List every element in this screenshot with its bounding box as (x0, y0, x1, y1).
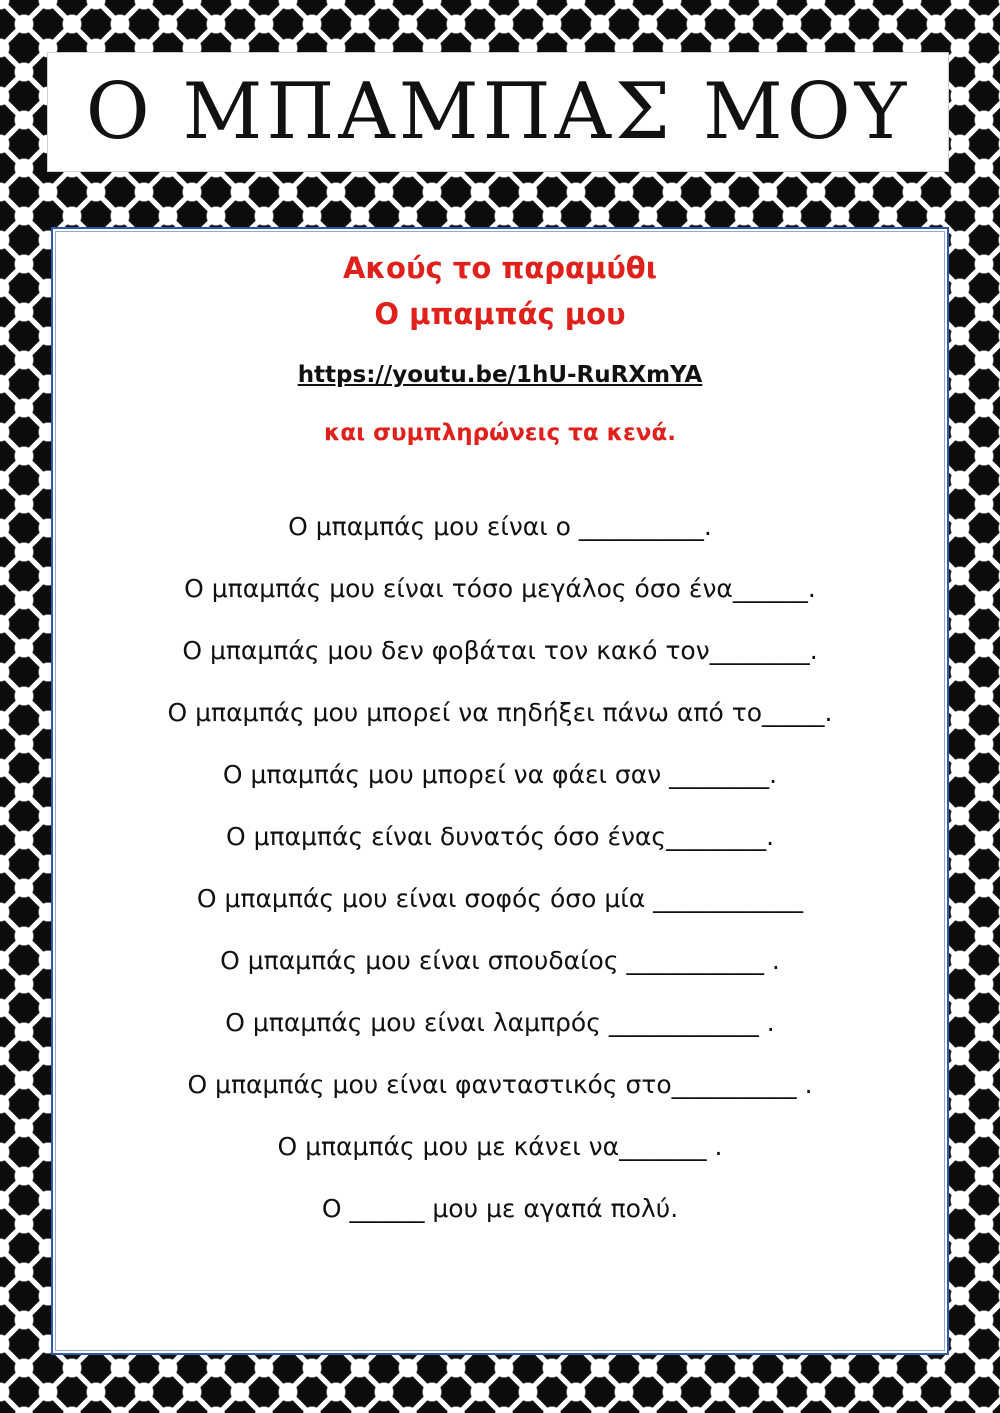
sentence-11: Ο μπαμπάς μου με κάνει να_______ . (277, 1132, 723, 1161)
sentence-1: Ο μπαμπάς μου είναι ο __________. (288, 512, 712, 541)
instruction-text: και συμπληρώνεις τα κενά. (324, 420, 676, 446)
heading-line-2: Ο μπαμπάς μου (374, 297, 626, 331)
sentence-4: Ο μπαμπάς μου μπορεί να πηδήξει πάνω από το_____. (167, 698, 833, 727)
sentence-8: Ο μπαμπάς μου είναι σπουδαίος ___________ . (220, 946, 780, 975)
heading (53, 245, 947, 337)
video-link[interactable]: https://youtu.be/1hU-RuRXmYA (297, 362, 703, 388)
title-banner (47, 52, 949, 172)
sentence-3: Ο μπαμπάς μου δεν φοβάται τον κακό τον________. (182, 636, 818, 665)
heading-line-1: Ακούς το παραμύθι (342, 251, 658, 285)
fill-in-sentences (53, 509, 947, 1253)
sentence-7: Ο μπαμπάς μου είναι σοφός όσο μία ____________ (196, 884, 804, 913)
sentence-2: Ο μπαμπάς μου είναι τόσο μεγάλος όσο ένα______. (184, 574, 816, 603)
sentence-6: Ο μπαμπάς είναι δυνατός όσο ένας________. (225, 822, 775, 851)
sentence-5: Ο μπαμπάς μου μπορεί να φάει σαν ________. (222, 760, 778, 789)
page-title: Ο ΜΠΑΜΠΑΣ ΜΟΥ (85, 67, 911, 157)
worksheet-panel (51, 227, 949, 1355)
sentence-9: Ο μπαμπάς μου είναι λαμπρός ____________ . (225, 1008, 775, 1037)
sentence-10: Ο μπαμπάς μου είναι φανταστικός στο__________ . (187, 1070, 813, 1099)
sentence-12: Ο ______ μου με αγαπά πολύ. (321, 1194, 679, 1223)
